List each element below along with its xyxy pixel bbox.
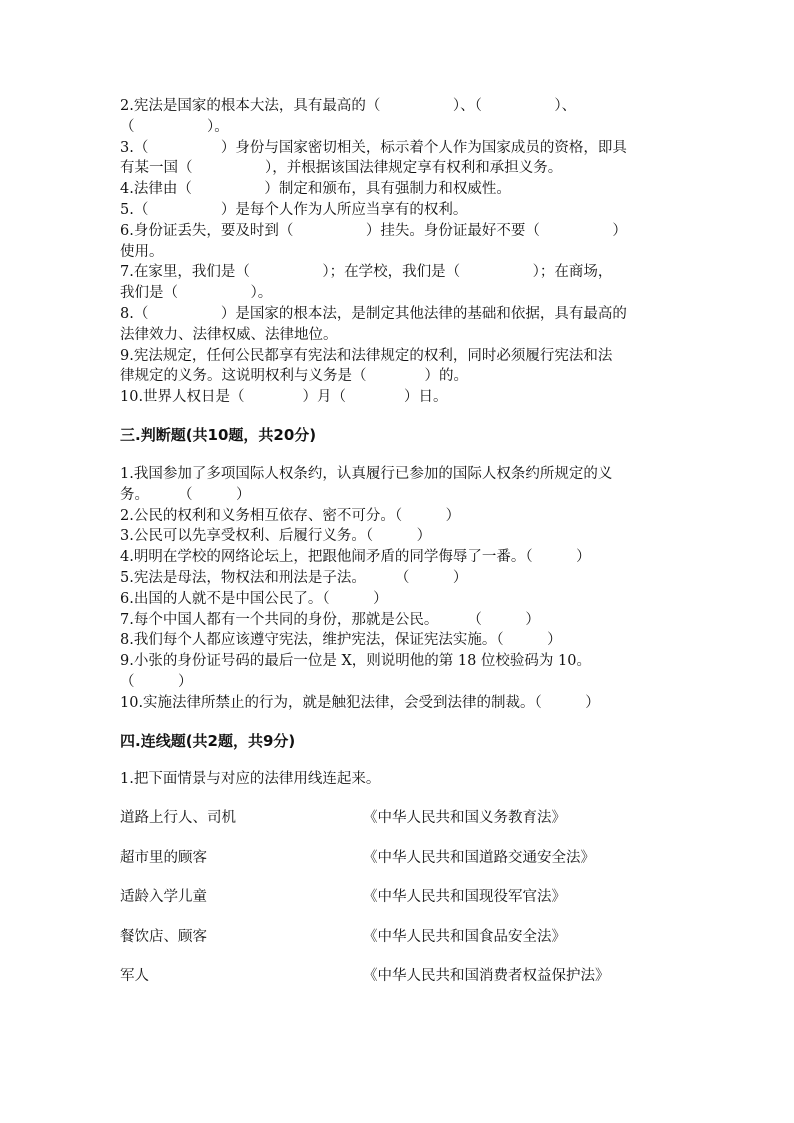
question-line: 10.实施法律所禁止的行为，就是触犯法律，会受到法律的制裁。（ ） bbox=[120, 694, 600, 711]
question-line: （ ）。 bbox=[120, 118, 229, 135]
matching-row bbox=[120, 887, 680, 927]
law-item[interactable]: 《中华人民共和国消费者权益保护法》 bbox=[363, 968, 610, 985]
law-item[interactable]: 《中华人民共和国现役军官法》 bbox=[363, 889, 566, 906]
question-line: 2.宪法是国家的根本大法，具有最高的（ ）、（ ）、 bbox=[120, 98, 577, 114]
question-line: 我们是（ ）。 bbox=[120, 285, 273, 302]
question-line: 8.（ ）是国家的根本法，是制定其他法律的基础和依据，具有最高的 bbox=[120, 305, 627, 322]
law-item[interactable]: 《中华人民共和国义务教育法》 bbox=[363, 810, 566, 827]
question-line: 9.小张的身份证号码的最后一位是 X，则说明他的第 18 位校验码为 10。 bbox=[120, 653, 591, 670]
question-line: 4.法律由（ ）制定和颁布，具有强制力和权威性。 bbox=[120, 181, 511, 198]
question-line: 7.每个中国人都有一个共同的身份，那就是公民。 （ ） bbox=[120, 611, 540, 628]
scenario-item[interactable]: 适龄入学儿童 bbox=[120, 889, 207, 906]
question-line: 1.我国参加了多项国际人权条约，认真履行已参加的国际人权条约所规定的义 bbox=[120, 465, 613, 482]
question-line: 2.公民的权利和义务相互依存、密不可分。（ ） bbox=[120, 507, 461, 524]
question-line: 3.（ ）身份与国家密切相关，标示着个人作为国家成员的资格，即具 bbox=[120, 139, 627, 156]
question-line: 5.宪法是母法，物权法和刑法是子法。 （ ） bbox=[120, 569, 468, 586]
scenario-item[interactable]: 餐饮店、顾客 bbox=[120, 928, 207, 945]
matching-section bbox=[120, 731, 680, 1006]
question-line: 10.世界人权日是（ ）月（ ）日。 bbox=[120, 389, 448, 406]
section-heading: 四.连线题(共2题，共9分) bbox=[120, 731, 296, 750]
matching-row bbox=[120, 927, 680, 967]
question-line: （ ） bbox=[120, 673, 193, 690]
fill-blank-section bbox=[120, 96, 680, 408]
judgment-section bbox=[120, 425, 680, 714]
question-line: 3.公民可以先享受权利、后履行义务。（ ） bbox=[120, 528, 432, 545]
question-line: 9.宪法规定，任何公民都享有宪法和法律规定的权利，同时必须履行宪法和法 bbox=[120, 347, 613, 364]
matching-table bbox=[120, 808, 680, 1006]
question-line: 6.出国的人就不是中国公民了。（ ） bbox=[120, 590, 388, 607]
question-line: 使用。 bbox=[120, 243, 164, 260]
question-line: 律规定的义务。这说明权利与义务是（ ）的。 bbox=[120, 368, 468, 385]
matching-row bbox=[120, 848, 680, 888]
question-line: 8.我们每个人都应该遵守宪法，维护宪法，保证宪法实施。（ ） bbox=[120, 632, 562, 649]
question-line: 5.（ ）是每个人作为人所应当享有的权利。 bbox=[120, 201, 468, 218]
scenario-item[interactable]: 道路上行人、司机 bbox=[120, 810, 236, 827]
instruction-text: 1.把下面情景与对应的法律用线连起来。 bbox=[120, 770, 381, 787]
question-line: 7.在家里，我们是（ ）；在学校，我们是（ ）；在商场， bbox=[120, 264, 613, 281]
question-line: 务。 （ ） bbox=[120, 486, 251, 503]
question-line: 法律效力、法律权威、法律地位。 bbox=[120, 326, 338, 343]
question-line: 6.身份证丢失，要及时到（ ）挂失。身份证最好不要（ ） bbox=[120, 222, 627, 239]
law-item[interactable]: 《中华人民共和国食品安全法》 bbox=[363, 928, 566, 945]
question-line: 4.明明在学校的网络论坛上，把跟他闹矛盾的同学侮辱了一番。（ ） bbox=[120, 549, 591, 566]
scenario-item[interactable]: 超市里的顾客 bbox=[120, 849, 207, 866]
matching-row bbox=[120, 966, 680, 1006]
law-item[interactable]: 《中华人民共和国道路交通安全法》 bbox=[363, 849, 595, 866]
exam-page bbox=[120, 96, 680, 1006]
section-heading: 三.判断题(共10题，共20分) bbox=[120, 425, 317, 444]
question-line: 有某一国（ ），并根据该国法律规定享有权利和承担义务。 bbox=[120, 160, 563, 177]
scenario-item[interactable]: 军人 bbox=[120, 968, 149, 985]
matching-row bbox=[120, 808, 680, 848]
